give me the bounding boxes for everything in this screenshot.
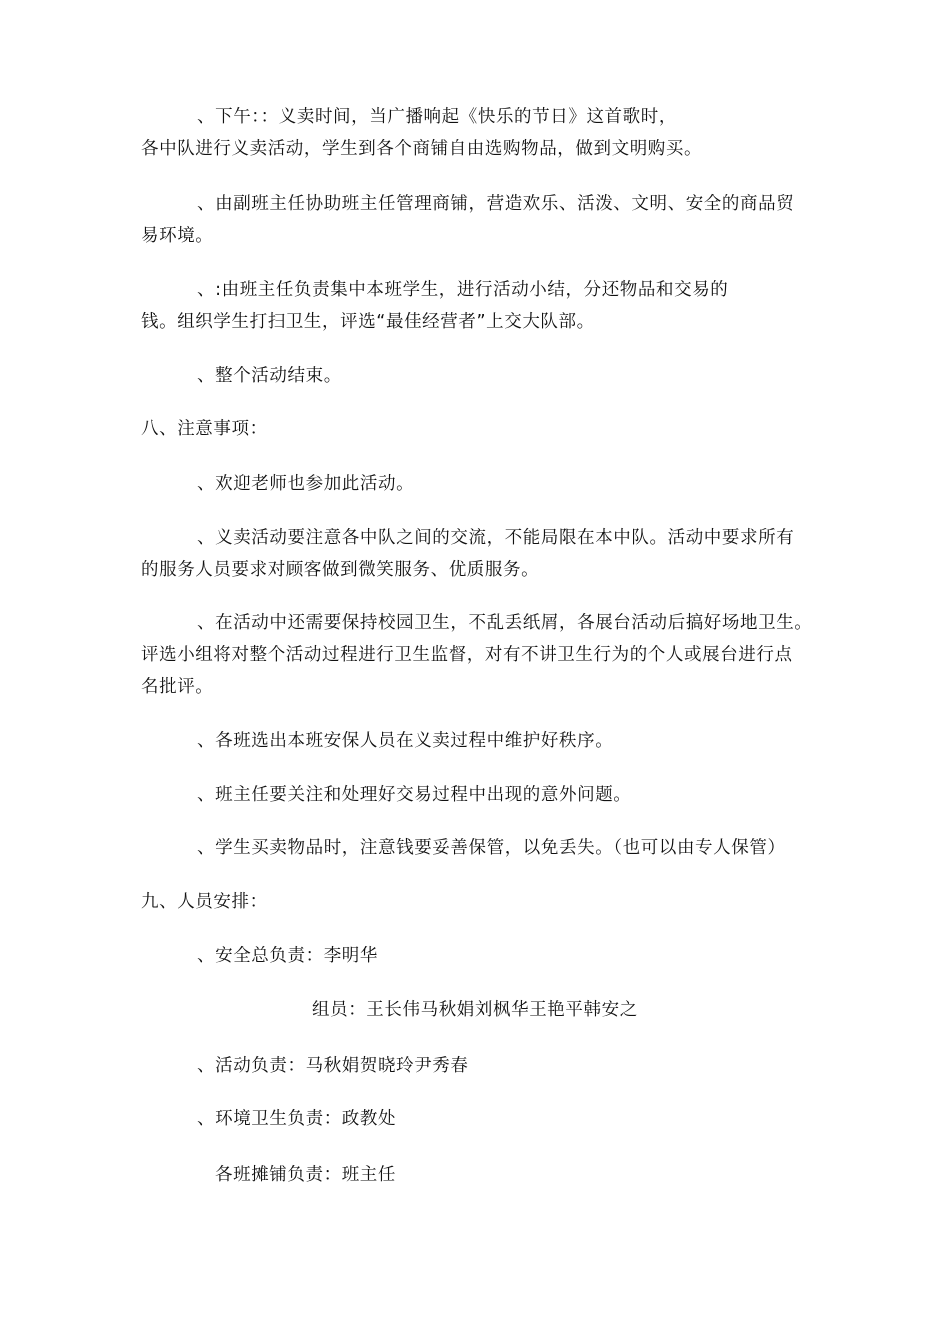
section-9-safety-lead: 、安全总负责：李明华 <box>197 946 378 966</box>
section-8-item-4: 、各班选出本班安保人员在义卖过程中维护好秩序。 <box>197 731 614 751</box>
paragraph-3-line-1: 、:由班主任负责集中本班学生，进行活动小结，分还物品和交易的 <box>197 280 729 300</box>
section-8-item-6: 、学生买卖物品时，注意钱要妥善保管，以免丢失。（也可以由专人保管） <box>197 838 786 858</box>
section-8-heading: 八、注意事项： <box>141 419 268 439</box>
paragraph-1-line-2: 各中队进行义卖活动，学生到各个商铺自由选购物品，做到文明购买。 <box>141 139 703 159</box>
paragraph-1-line-1: 、下午：：义卖时间，当广播响起《快乐的节日》这首歌时， <box>197 107 677 127</box>
section-9-activity-lead: 、活动负责：马秋娟贺晓玲尹秀春 <box>197 1056 469 1076</box>
paragraph-2-line-1: 、由副班主任协助班主任管理商铺，营造欢乐、活泼、文明、安全的商品贸 <box>197 194 795 214</box>
section-8-item-5: 、班主任要关注和处理好交易过程中出现的意外问题。 <box>197 785 632 805</box>
section-8-item-3-line-2: 评选小组将对整个活动过程进行卫生监督，对有不讲卫生行为的个人或展台进行点 <box>141 645 793 665</box>
section-9-stall-lead: 各班摊铺负责：班主任 <box>215 1165 396 1185</box>
section-8-item-3-line-3: 名批评。 <box>141 677 214 697</box>
section-8-item-2-line-1: 、义卖活动要注意各中队之间的交流，不能局限在本中队。活动中要求所有 <box>197 528 795 548</box>
paragraph-2-line-2: 易环境。 <box>141 226 214 246</box>
section-9-members: 组员：王长伟马秋娟刘枫华王艳平韩安之 <box>312 1000 638 1020</box>
section-8-item-2-line-2: 的服务人员要求对顾客做到微笑服务、优质服务。 <box>141 560 540 580</box>
paragraph-4-line-1: 、整个活动结束。 <box>197 366 342 386</box>
section-8-item-1: 、欢迎老师也参加此活动。 <box>197 474 415 494</box>
section-9-heading: 九、人员安排： <box>141 892 268 912</box>
section-9-hygiene-lead: 、环境卫生负责：政教处 <box>197 1109 397 1129</box>
section-8-item-3-line-1: 、在活动中还需要保持校园卫生，不乱丢纸屑，各展台活动后搞好场地卫生。 <box>197 613 813 633</box>
paragraph-3-line-2: 钱。组织学生打扫卫生，评选“最佳经营者”上交大队部。 <box>141 312 595 332</box>
